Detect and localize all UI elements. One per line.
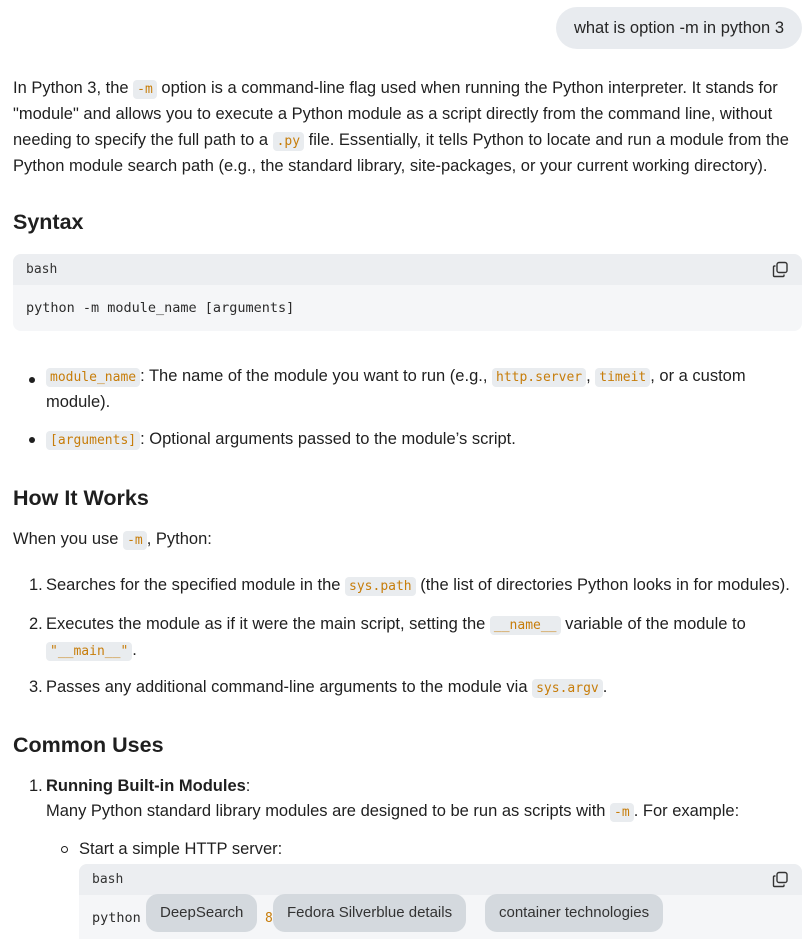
code-language-label: bash — [92, 872, 124, 887]
intro-paragraph — [13, 76, 801, 179]
list-number: 1. — [29, 576, 43, 594]
list-text: : The name of the module you want to run (e.g., — [140, 367, 492, 385]
use-item-colon: : — [245, 777, 251, 795]
lead-text: When you use — [13, 530, 124, 548]
list-text: , — [586, 367, 596, 385]
step-1 — [46, 573, 798, 599]
bullet-dot — [29, 437, 35, 443]
list-text: : Optional arguments passed to the module’s script. — [140, 430, 516, 448]
list-number: 2. — [29, 615, 43, 633]
step-3 — [46, 675, 798, 701]
code-block-header — [79, 864, 802, 895]
sub-item-http-server: Start a simple HTTP server: — [79, 840, 283, 858]
intro-text-3: file. Essentially, it tells Python to locate and run a module from the Python module search path (e.g., the standard library, site-packages, or your current working directory). — [13, 130, 789, 175]
inline-code: module_name — [46, 368, 140, 387]
step-text: Executes the module as if it were the main script, setting the — [46, 615, 490, 633]
heading-common-uses: Common Uses — [13, 733, 164, 757]
step-text: Searches for the specified module in the — [46, 576, 346, 594]
list-item-arguments — [46, 427, 798, 453]
list-text: , or a custom module). — [46, 367, 746, 412]
copy-icon[interactable] — [772, 871, 789, 888]
use-item-text: . For example: — [633, 802, 740, 821]
inline-code: __name__ — [490, 616, 561, 635]
inline-code: sys.path — [345, 577, 416, 596]
inline-code: [arguments] — [46, 431, 140, 450]
code-block-syntax — [13, 254, 802, 331]
deepsearch-button[interactable]: DeepSearch — [146, 894, 257, 932]
step-text: . — [602, 678, 608, 696]
use-item-1 — [46, 774, 798, 826]
copy-icon[interactable] — [772, 261, 789, 278]
inline-code: timeit — [595, 368, 650, 387]
how-lead-paragraph — [13, 527, 801, 553]
sub-bullet — [61, 846, 68, 853]
inline-code: .py — [273, 132, 304, 151]
step-text: variable of the module to — [560, 615, 746, 633]
step-2 — [46, 612, 798, 665]
obscured-code-fragment: 8 — [265, 911, 273, 926]
list-number: 1. — [29, 777, 43, 795]
heading-how-it-works: How It Works — [13, 486, 149, 510]
code-language-label: bash — [26, 262, 58, 277]
inline-code: "__main__" — [46, 642, 132, 661]
list-number: 3. — [29, 678, 43, 696]
use-item-title: Running Built-in Modules — [46, 777, 246, 795]
use-item-text: Many Python standard library modules are designed to be run as scripts with — [46, 802, 611, 821]
code-text: python — [92, 910, 141, 926]
lead-text: , Python: — [146, 530, 212, 548]
step-text: . — [132, 641, 137, 660]
bullet-dot — [29, 377, 35, 383]
suggestion-chip-fedora-silverblue[interactable]: Fedora Silverblue details — [273, 894, 466, 932]
code-block-header — [13, 254, 802, 285]
inline-code: sys.argv — [532, 679, 603, 698]
inline-code: -m — [123, 531, 147, 550]
intro-text-2: option is a command-line flag used when running the Python interpreter. It stands for "module" and allows you to execute a Python module as a script directly from the command line, without needing to specify the full path to a — [13, 79, 778, 149]
list-item-module-name — [46, 364, 798, 416]
intro-text-1: In Python 3, the — [13, 79, 134, 97]
step-text: (the list of directories Python looks in for modules). — [415, 576, 790, 594]
step-text: Passes any additional command-line arguments to the module via — [46, 678, 533, 696]
code-text: python -m module_name [arguments] — [26, 300, 295, 316]
inline-code: http.server — [492, 368, 586, 387]
suggestion-chip-container-technologies[interactable]: container technologies — [485, 894, 663, 932]
inline-code: -m — [610, 803, 634, 822]
heading-syntax: Syntax — [13, 210, 84, 234]
inline-code: -m — [133, 80, 157, 99]
user-message-bubble: what is option -m in python 3 — [556, 7, 802, 49]
